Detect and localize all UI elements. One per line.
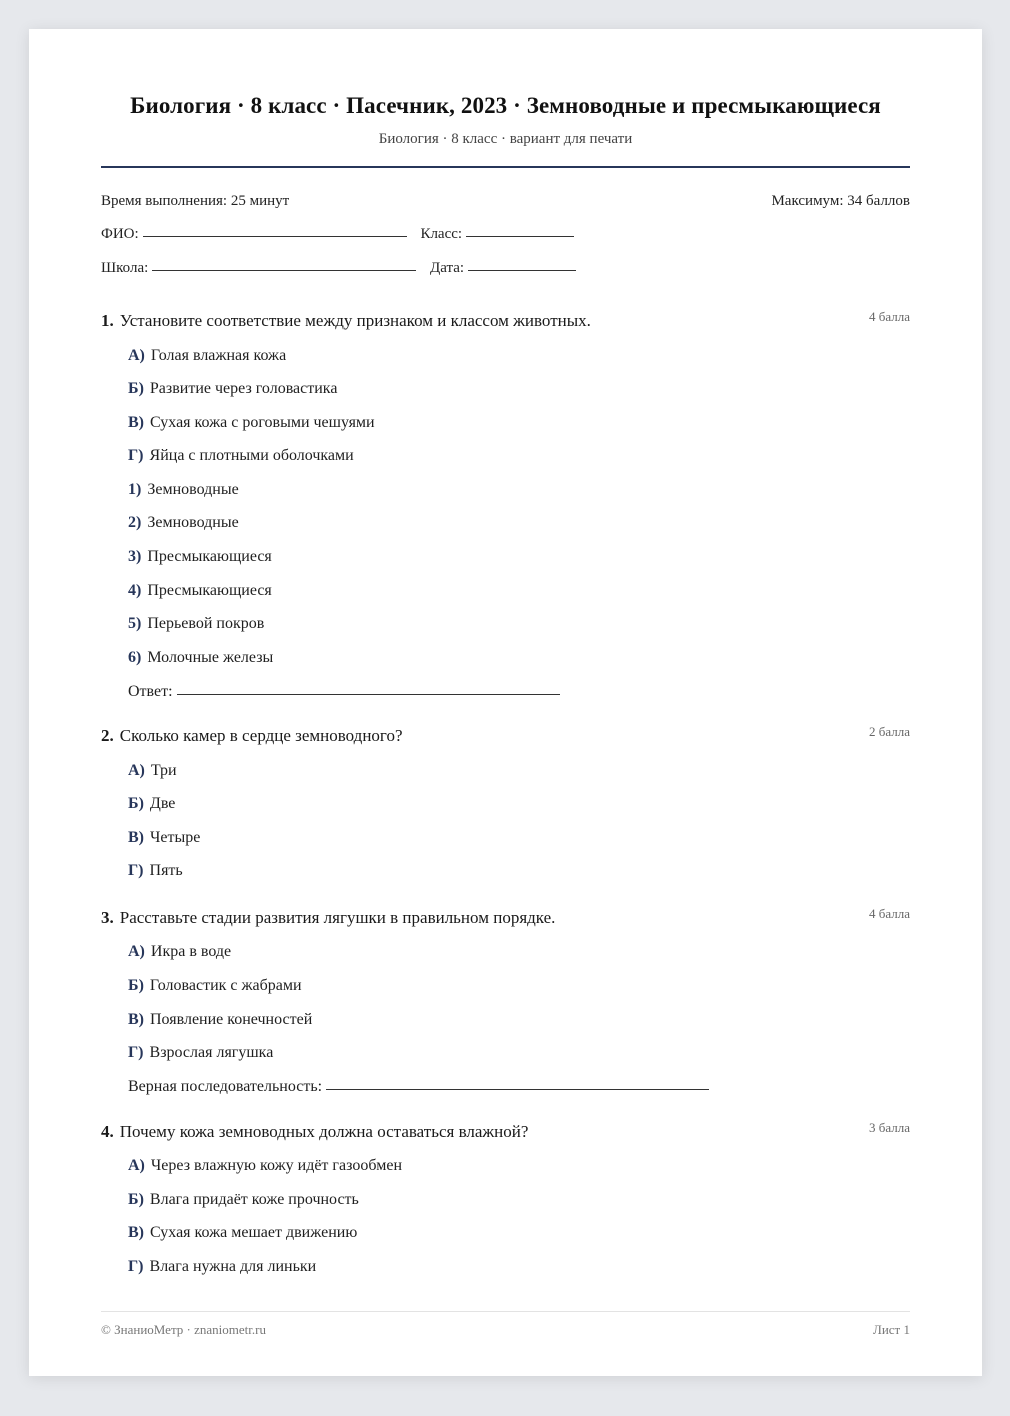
question-text: Установите соответствие между признаком и классом животных. [119, 311, 591, 330]
option-label: 5) [128, 615, 142, 632]
answer-field[interactable] [128, 683, 560, 701]
page-title: Биология · 8 класс · Пасечник, 2023 · Земноводные и пресмыкающиеся [130, 93, 881, 118]
page-footer [101, 1322, 910, 1338]
option-item [128, 762, 177, 780]
option-label: 4) [128, 582, 142, 599]
page-number: Лист 1 [873, 1322, 910, 1337]
option-text: Четыре [150, 829, 201, 846]
fio-label: ФИО: [101, 226, 139, 242]
question-number: 2. [101, 726, 114, 745]
option-item [128, 347, 286, 365]
option-text: Головастик с жабрами [149, 977, 302, 994]
option-text: Через влажную кожу идёт газообмен [150, 1157, 403, 1174]
option-text: Пять [149, 862, 183, 879]
sequence-answer-field[interactable] [128, 1078, 709, 1096]
question-number: 3. [101, 908, 114, 927]
info-row-fio [101, 226, 910, 243]
question-4 [101, 1120, 910, 1275]
option-label: А) [128, 347, 145, 364]
option-label: В) [128, 414, 144, 431]
option-text: Пресмыкающиеся [147, 582, 272, 599]
option-label: 2) [128, 514, 142, 531]
answer-line[interactable] [326, 1088, 709, 1090]
option-item [128, 862, 183, 880]
option-item [128, 1011, 312, 1029]
question-1 [101, 309, 910, 700]
date-line[interactable] [468, 269, 576, 271]
option-label: А) [128, 943, 145, 960]
question-points: 4 балла [869, 906, 910, 921]
option-text: Влага нужна для линьки [149, 1258, 317, 1275]
option-label: Г) [128, 447, 144, 464]
question-points: 2 балла [869, 724, 910, 739]
option-label: Б) [128, 795, 144, 812]
option-item [128, 943, 231, 961]
option-text: Голая влажная кожа [150, 347, 287, 364]
option-label: Б) [128, 380, 144, 397]
option-item [128, 977, 302, 995]
option-text: Молочные железы [147, 649, 274, 666]
option-text: Яйца с плотными оболочками [149, 447, 354, 464]
info-row-school [101, 260, 910, 277]
question-header [101, 311, 910, 335]
class-line[interactable] [466, 235, 574, 237]
fio-line[interactable] [143, 235, 407, 237]
option-text: Сухая кожа с роговыми чешуями [150, 414, 375, 431]
question-2 [101, 724, 910, 879]
option-label: В) [128, 829, 144, 846]
question-number: 4. [101, 1122, 114, 1141]
worksheet-page [29, 29, 982, 1376]
info-row-time [101, 193, 910, 210]
option-item [128, 649, 273, 667]
option-item [128, 582, 272, 600]
footer-divider [101, 1311, 910, 1312]
option-label: Г) [128, 1044, 144, 1061]
option-label: 3) [128, 548, 142, 565]
header-divider [101, 166, 910, 168]
option-text: Земноводные [147, 481, 239, 498]
school-field[interactable] [101, 260, 416, 277]
question-text: Расставьте стадии развития лягушки в правильном порядке. [119, 908, 556, 927]
option-label: Б) [128, 977, 144, 994]
question-number: 1. [101, 311, 114, 330]
time-limit: Время выполнения: 25 минут [101, 193, 290, 209]
option-item [128, 1191, 359, 1209]
question-points: 3 балла [869, 1120, 910, 1135]
option-text: Появление конечностей [150, 1011, 313, 1028]
footer-copyright: © ЗнаниоМетр · znaniometr.ru [101, 1322, 266, 1337]
answer-label: Верная последовательность: [128, 1078, 323, 1095]
question-header [101, 908, 910, 932]
option-label: А) [128, 1157, 145, 1174]
answer-line[interactable] [177, 693, 560, 695]
option-item [128, 1157, 402, 1175]
option-item [128, 829, 200, 847]
page-subtitle: Биология · 8 класс · вариант для печати [378, 131, 633, 147]
class-field[interactable] [420, 226, 574, 243]
option-item [128, 615, 264, 633]
date-field[interactable] [430, 260, 576, 277]
option-label: Б) [128, 1191, 144, 1208]
option-item [128, 414, 375, 432]
max-score: Максимум: 34 баллов [771, 193, 910, 209]
date-label: Дата: [430, 260, 465, 276]
option-text: Сухая кожа мешает движению [150, 1224, 358, 1241]
option-item [128, 447, 354, 465]
fio-field[interactable] [101, 226, 407, 243]
option-item [128, 795, 175, 813]
option-text: Взрослая лягушка [149, 1044, 274, 1061]
option-label: Г) [128, 1258, 144, 1275]
option-item [128, 1258, 316, 1276]
school-label: Школа: [101, 260, 149, 276]
option-item [128, 1224, 357, 1242]
question-points: 4 балла [869, 309, 910, 324]
question-3 [101, 906, 910, 1095]
option-text: Земноводные [147, 514, 239, 531]
option-item [128, 481, 239, 499]
option-label: 6) [128, 649, 142, 666]
option-item [128, 548, 272, 566]
option-text: Развитие через головастика [149, 380, 338, 397]
option-label: 1) [128, 481, 142, 498]
option-text: Пресмыкающиеся [147, 548, 272, 565]
option-label: Г) [128, 862, 144, 879]
question-header [101, 1122, 910, 1146]
option-text: Три [150, 762, 177, 779]
school-line[interactable] [152, 269, 416, 271]
option-text: Икра в воде [150, 943, 232, 960]
option-text: Перьевой покров [147, 615, 265, 632]
option-text: Две [149, 795, 176, 812]
class-label: Класс: [420, 226, 463, 242]
option-label: В) [128, 1224, 144, 1241]
question-header [101, 726, 910, 750]
option-item [128, 514, 239, 532]
question-text: Сколько камер в сердце земноводного? [119, 726, 403, 745]
option-item [128, 1044, 273, 1062]
option-label: А) [128, 762, 145, 779]
option-label: В) [128, 1011, 144, 1028]
option-item [128, 380, 337, 398]
answer-label: Ответ: [128, 683, 173, 700]
question-text: Почему кожа земноводных должна оставаться влажной? [119, 1122, 529, 1141]
option-text: Влага придаёт коже прочность [149, 1191, 359, 1208]
